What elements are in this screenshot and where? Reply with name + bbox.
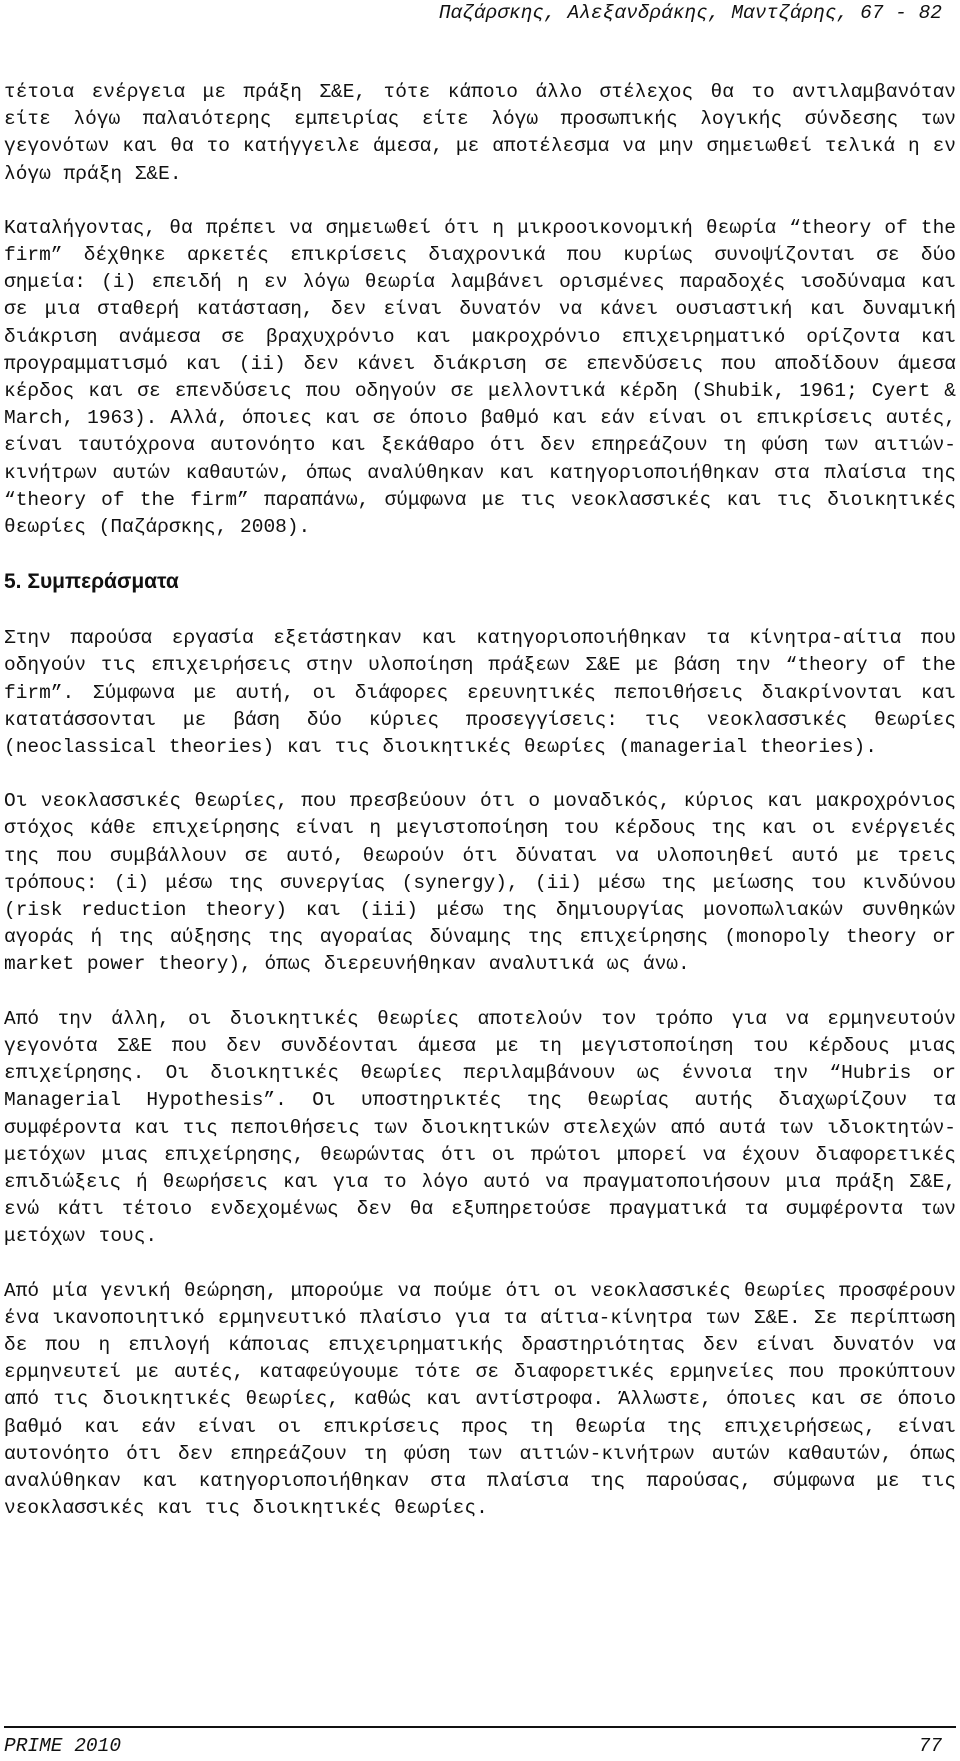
page-body [4, 79, 956, 1522]
section-heading: 5. Συμπεράσματα [4, 570, 179, 594]
paragraph-4: Οι νεοκλασσικές θεωρίες, που πρεσβεύουν ότι ο μοναδικός, κύριος και μακροχρόνιος στόχος κάθε επιχείρησης είναι η μεγιστοποίηση του κέρδους της και οι ενέργειές της που συμβάλλουν σε αυτό, θεωρούν ότι δύναται να υλοποιηθεί αυτό με τρεις τρόπους: (i) μέσω της συνεργίας (synergy), (ii) μέσω της μείωσης του κινδύνου (risk reduction theory) και (iii) μέσω της δημιουργίας μονοπωλιακών συνθηκών αγοράς ή της αύξησης της αγοραίας δύναμης της επιχείρησης (monopoly theory or market power theory), όπως διερευνήθηκαν αναλυτικά ως άνω. [4, 790, 956, 976]
paragraph-1: τέτοια ενέργεια με πράξη Σ&Ε, τότε κάποιο άλλο στέλεχος θα το αντιλαμβανόταν είτε λόγω παλαιότερης εμπειρίας είτε λόγω προσωπικής λογικής σύνδεσης των γεγονότων και θα το κατήγγειλε άμεσα, με αποτέλεσμα να μην σημειωθεί τελικά η εν λόγω πράξη Σ&Ε. [4, 81, 956, 185]
paragraph-3: Στην παρούσα εργασία εξετάστηκαν και κατηγοριοποιήθηκαν τα κίνητρα-αίτια που οδηγούν τις επιχειρήσεις στην υλοποίηση πράξεων Σ&Ε με βάση την “theory of the firm”. Σύμφωνα με αυτή, οι διάφορες ερευνητικές πεποιθήσεις διακρίνονται και κατατάσσονται με βάση δύο κύριες προσεγγίσεις: τις νεοκλασσικές θεωρίες (neoclassical theories) και τις διοικητικές θεωρίες (managerial theories). [4, 627, 956, 759]
running-header: Παζάρσκης, Αλεξανδράκης, Μαντζάρης, 67 - 82 [438, 2, 942, 24]
footer-journal: PRIME 2010 [4, 1735, 122, 1757]
footer-divider [4, 1726, 956, 1728]
footer-page-number: 77 [918, 1735, 942, 1757]
paragraph-2: Καταλήγοντας, θα πρέπει να σημειωθεί ότι η μικροοικονομική θεωρία “theory of the firm” δέχθηκε αρκετές επικρίσεις διαχρονικά που κυρίως συνοψίζονται σε δύο σημεία: (i) επειδή η εν λόγω θεωρία λαμβάνει ορισμένες παραδοχές ισοδύναμα και σε μια σταθερή κατάσταση, δεν είναι δυνατόν να κάνει ουσιαστική και δυναμική διάκριση ανάμεσα σε βραχυχρόνιο και μακροχρόνιο επιχειρηματικό ορίζοντα και προγραμματισμό και (ii) δεν κάνει διάκριση σε επενδύσεις που αποδίδουν άμεσα κέρδος και σε επενδύσεις που οδηγούν σε μελλοντικά κέρδη (Shubik, 1961; Cyert & March, 1963). Αλλά, όποιες και σε όποιο βαθμό και εάν είναι οι επικρίσεις αυτές, είναι ταυτόχρονα αυτονόητο και ξεκάθαρο ότι δεν επηρεάζουν τη φύση των αιτιών-κινήτρων αυτών καθαυτών, όπως αναλύθηκαν και κατηγοριοποιήθηκαν στα πλαίσια της “theory of the firm” παραπάνω, σύμφωνα με τις νεοκλασσικές και τις διοικητικές θεωρίες (Παζάρσκης, 2008). [4, 216, 956, 539]
paragraph-6: Από μία γενική θεώρηση, μπορούμε να πούμε ότι οι νεοκλασσικές θεωρίες προσφέρουν ένα ικανοποιητικό ερμηνευτικό πλαίσιο για τα αίτια-κίνητρα των Σ&Ε. Σε περίπτωση δε που η επιλογή κάποιας επιχειρηματικής δραστηριότητας δεν είναι δυνατόν να ερμηνευτεί με αυτές, καταφεύγουμε τότε σε διαφορετικές ερμηνείες που προκύπτουν από τις διοικητικές θεωρίες, καθώς και αντίστροφα. Άλλωστε, όποιες και σε όποιο βαθμό και εάν είναι οι επικρίσεις προς τη θεωρία της επιχειρήσεως, είναι αυτονόητο ότι δεν επηρεάζουν τη φύση των αιτιών-κινήτρων αυτών καθαυτών, όπως αναλύθηκαν και κατηγοριοποιήθηκαν στα πλαίσια της παρούσας, σύμφωνα με τις νεοκλασσικές και τις διοικητικές θεωρίες. [4, 1279, 956, 1520]
paragraph-5: Από την άλλη, οι διοικητικές θεωρίες αποτελούν τον τρόπο για να ερμηνευτούν γεγονότα Σ&Ε που δεν συνδέονται άμεσα με τη μεγιστοποίηση του κέρδους μιας επιχείρησης. Οι διοικητικές θεωρίες περιλαμβάνουν ως έννοια την “Hubris or Managerial Hypothesis”. Οι υποστηρικτές της θεωρίας αυτής διαχωρίζουν τα συμφέροντα και τις πεποιθήσεις των διοικητικών στελεχών από αυτά των ιδιοκτητών-μετόχων μιας επιχείρησης, θεωρώντας ότι οι πρώτοι μπορεί να έχουν διαφορετικές επιδιώξεις ή θεωρήσεις και για το λόγο αυτό να πραγματοποιήσουν μια πράξη Σ&Ε, ενώ κάτι τέτοιο ενδεχομένως δεν θα εξυπηρετούσε πραγματικά τα συμφέροντα των μετόχων τους. [4, 1007, 956, 1248]
